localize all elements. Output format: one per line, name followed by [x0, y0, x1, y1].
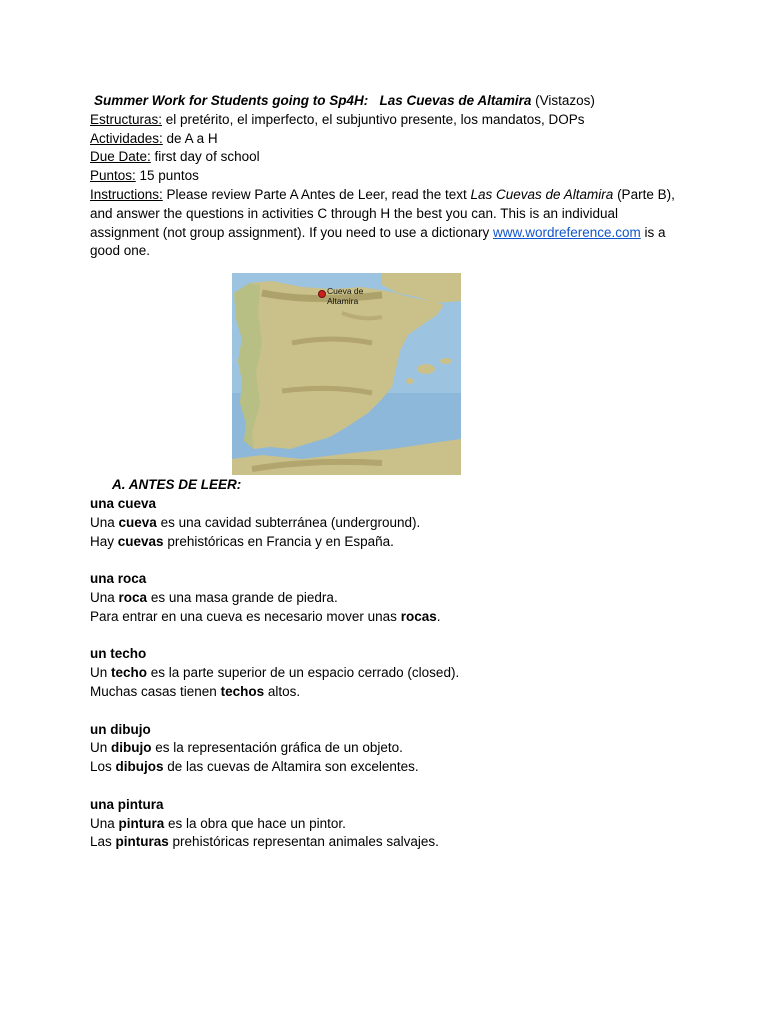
- vocab-example: Hay cuevas prehistóricas en Francia y en España.: [90, 533, 394, 549]
- puntos-line: Puntos: 15 puntos: [90, 168, 199, 184]
- title-reading: Las Cuevas de Altamira: [379, 93, 532, 108]
- vocab-definition: Una roca es una masa grande de piedra.: [90, 589, 338, 605]
- vocab-word: una pintura: [90, 796, 164, 812]
- map-label: Cueva de Altamira: [327, 286, 364, 306]
- vocab-term: [90, 570, 680, 626]
- section-a-heading: A. ANTES DE LEER:: [112, 477, 242, 493]
- vocab-term: [90, 645, 680, 701]
- vocab-example: Para entrar en una cueva es necesario mover unas rocas.: [90, 608, 441, 624]
- vocabulary-list: [90, 495, 680, 852]
- vocab-word: un techo: [90, 646, 147, 662]
- vocab-definition: Una cueva es una cavidad subterránea (underground).: [90, 514, 421, 530]
- document-page: [90, 92, 680, 852]
- title-source: (Vistazos): [531, 93, 595, 108]
- vocab-term: [90, 796, 680, 852]
- spain-relief-map: [232, 273, 461, 475]
- actividades-line: Actividades: de A a H: [90, 130, 218, 146]
- vocab-term: [90, 495, 680, 551]
- wordreference-link[interactable]: www.wordreference.com: [492, 224, 641, 240]
- vocab-term: [90, 721, 680, 777]
- estructuras-line: Estructuras: el pretérito, el imperfecto, el subjuntivo presente, los mandatos, DOPs: [90, 111, 585, 127]
- vocab-definition: Un techo es la parte superior de un espacio cerrado (closed).: [90, 665, 460, 681]
- vocab-definition: Una pintura es la obra que hace un pintor.: [90, 815, 346, 831]
- document-title: [90, 92, 680, 111]
- vocab-example: Las pinturas prehistóricas representan animales salvajes.: [90, 834, 439, 850]
- due-date-line: Due Date: first day of school: [90, 149, 260, 165]
- vocab-example: Muchas casas tienen techos altos.: [90, 683, 301, 699]
- vocab-definition: Un dibujo es la representación gráfica de un objeto.: [90, 740, 403, 756]
- title-course: Summer Work for Students going to Sp4H:: [94, 93, 369, 108]
- instructions-paragraph: Instructions: Please review Parte A Antes de Leer, read the text Las Cuevas de Altamira (Parte B), and answer the questions in activities C through H the best you can. This is an individual assignment (not group assignment). If you need to use a dictionary www.wordreference.com is a good one.: [90, 186, 675, 259]
- vocab-word: una roca: [90, 571, 147, 587]
- vocab-word: un dibujo: [90, 721, 151, 737]
- vocab-example: Los dibujos de las cuevas de Altamira son excelentes.: [90, 759, 419, 775]
- vocab-word: una cueva: [90, 495, 157, 511]
